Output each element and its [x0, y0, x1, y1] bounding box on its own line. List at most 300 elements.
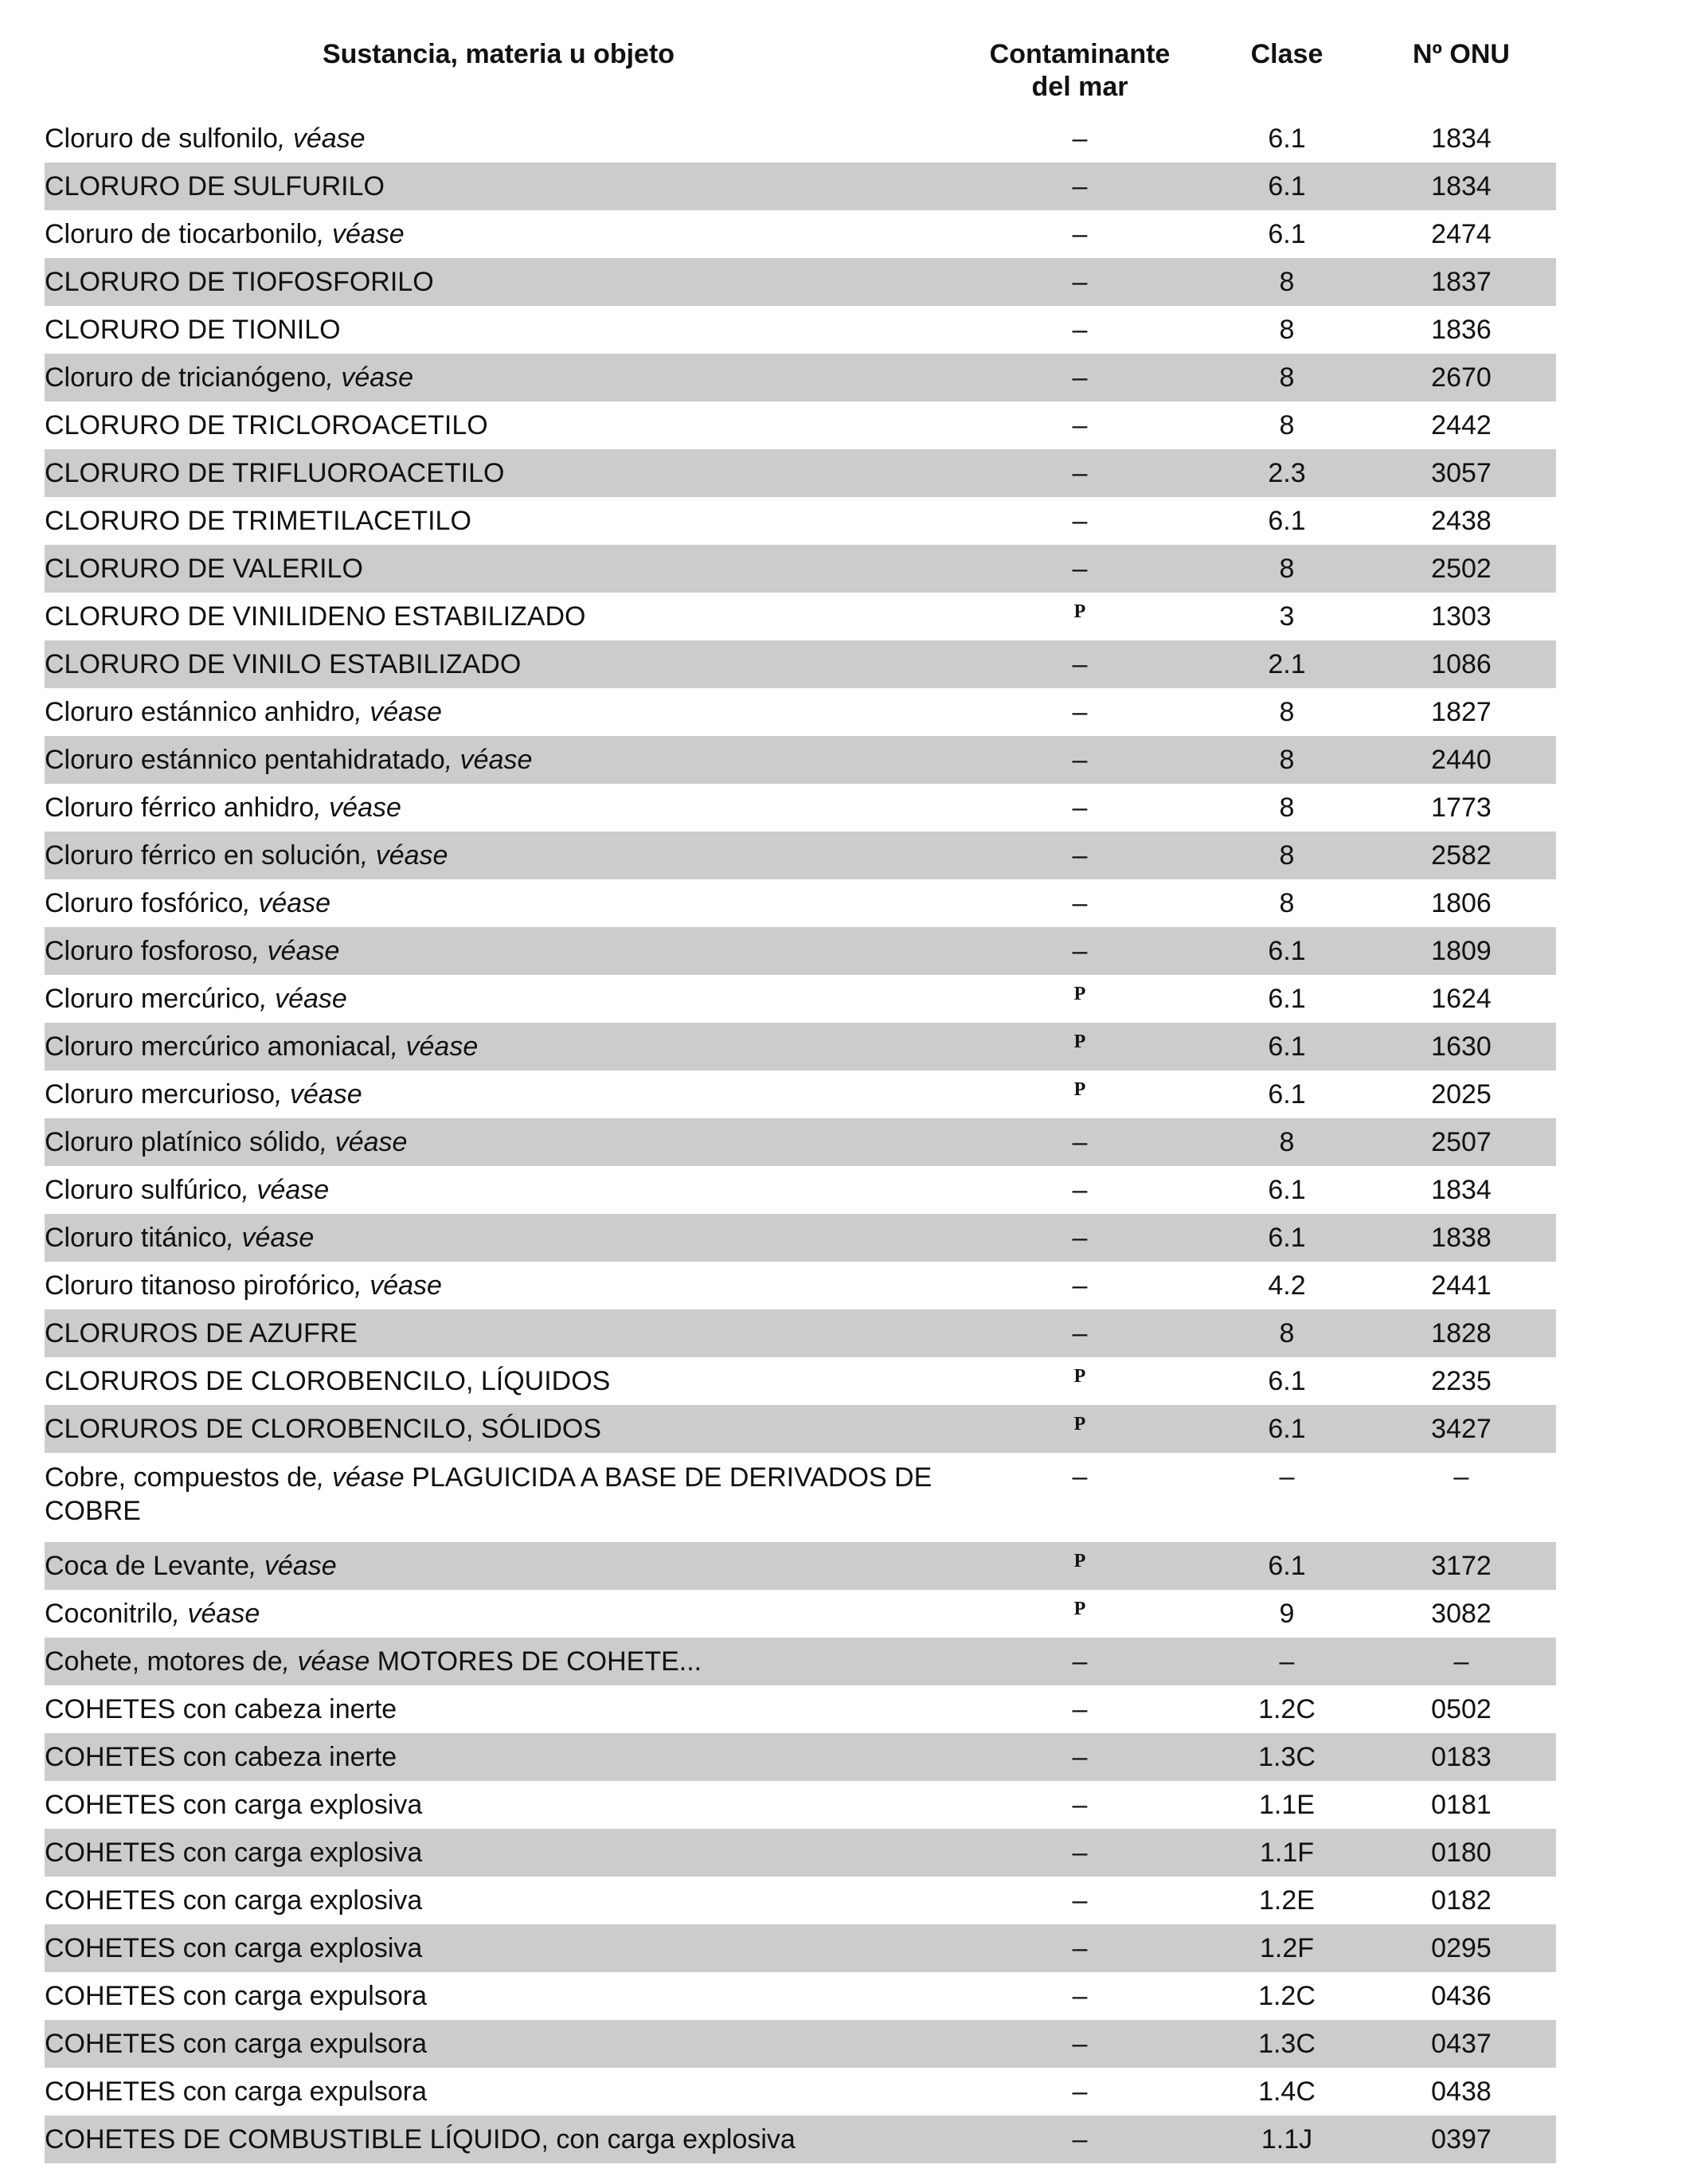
cell-un-number: 0181 — [1431, 1789, 1492, 1820]
cell-class: 6.1 — [1268, 218, 1306, 249]
cell-class: 1.2C — [1258, 1693, 1316, 1724]
cell-class: 6.1 — [1268, 123, 1306, 154]
cell-class: 4.2 — [1268, 1270, 1306, 1301]
cell-substance — [45, 1023, 952, 1070]
substance-name: Cloruro mercúrico — [45, 983, 260, 1014]
cell-marine-pollutant — [952, 1733, 1207, 1781]
cell-marine-pollutant — [952, 210, 1207, 258]
table-row — [45, 1453, 1556, 1542]
cell-un-number: 1773 — [1431, 792, 1492, 823]
cell-un-number: 1834 — [1431, 123, 1492, 154]
see-reference: , véase — [275, 1078, 362, 1110]
cell-un-number: 2502 — [1367, 545, 1556, 593]
cell-class: 8 — [1207, 832, 1367, 879]
cell-marine-pollutant — [952, 2020, 1207, 2068]
see-reference: , véase — [172, 1598, 260, 1629]
cell-marine-pollutant — [952, 832, 1207, 879]
cell-marine-pollutant — [952, 1829, 1207, 1877]
table-row — [45, 545, 1556, 593]
marine-pollutant-mark: P — [1073, 1413, 1086, 1434]
cell-un-number: 2441 — [1431, 1270, 1492, 1301]
marine-pollutant-dash: – — [1072, 648, 1088, 679]
marine-pollutant-dash: – — [1072, 505, 1088, 536]
cell-un-number: 1838 — [1367, 1214, 1556, 1262]
table-row — [45, 354, 1556, 401]
marine-pollutant-dash: – — [1072, 1222, 1088, 1253]
substance-name: CLORUROS DE CLOROBENCILO, SÓLIDOS — [45, 1413, 602, 1444]
cell-class: 6.1 — [1207, 927, 1367, 975]
marine-pollutant-dash: – — [1072, 218, 1088, 249]
marine-pollutant-dash: – — [1072, 1270, 1088, 1301]
marine-pollutant-dash: – — [1072, 553, 1088, 584]
table-row — [45, 1118, 1556, 1166]
cell-substance — [45, 1590, 952, 1638]
cell-substance — [45, 736, 952, 784]
cell-marine-pollutant — [952, 1023, 1207, 1070]
marine-pollutant-dash: – — [1072, 696, 1088, 727]
substance-name: COHETES con carga expulsora — [45, 1980, 427, 2011]
marine-pollutant-dash: – — [1072, 266, 1088, 297]
see-reference: , véase — [241, 1174, 330, 1205]
table-row — [45, 1023, 1556, 1070]
substance-name: Cloruro fosfórico — [45, 887, 244, 918]
cell-marine-pollutant — [952, 1685, 1207, 1733]
marine-pollutant-dash: – — [1072, 2028, 1088, 2059]
substance-name: Cobre, compuestos de — [45, 1462, 318, 1493]
cell-class: 8 — [1207, 736, 1367, 784]
cell-marine-pollutant — [952, 2068, 1207, 2116]
cell-substance — [45, 1685, 952, 1733]
cell-substance — [45, 1781, 952, 1829]
see-target: PLAGUICIDA A BASE DE DERIVADOS DE COBRE — [45, 1462, 933, 1526]
cell-marine-pollutant — [952, 306, 1207, 354]
table-row — [45, 927, 1556, 975]
table-body — [45, 115, 1556, 2163]
cell-class: 6.1 — [1268, 1365, 1306, 1396]
table-row — [45, 1590, 1556, 1638]
cell-class: 1.1J — [1207, 2116, 1367, 2163]
table-row — [45, 1405, 1556, 1453]
table-row — [45, 306, 1556, 354]
cell-marine-pollutant — [952, 1924, 1207, 1972]
marine-pollutant-dash: – — [1072, 1317, 1088, 1348]
marine-pollutant-mark: P — [1073, 1078, 1086, 1100]
cell-substance — [45, 545, 952, 593]
marine-pollutant-mark: P — [1073, 1031, 1086, 1052]
cell-marine-pollutant — [952, 354, 1207, 401]
table-row — [45, 1638, 1556, 1685]
table-row — [45, 1309, 1556, 1357]
substance-name: Coconitrilo — [45, 1598, 173, 1629]
substance-name: Cloruro titanoso pirofórico — [45, 1270, 355, 1301]
cell-un-number: 3082 — [1431, 1598, 1492, 1629]
cell-marine-pollutant — [952, 1262, 1207, 1309]
cell-class: 6.1 — [1207, 1405, 1367, 1453]
cell-un-number: 0436 — [1431, 1980, 1492, 2011]
cell-class: 6.1 — [1207, 162, 1367, 210]
see-reference: , véase — [252, 935, 340, 966]
cell-marine-pollutant — [952, 1877, 1207, 1924]
marine-pollutant-dash: – — [1072, 1693, 1088, 1724]
cell-substance — [45, 1453, 952, 1542]
cell-substance — [45, 1262, 952, 1309]
cell-un-number: – — [1367, 1638, 1556, 1685]
cell-un-number: 2507 — [1367, 1118, 1556, 1166]
substance-name: Cloruro fosforoso — [45, 935, 252, 966]
see-reference: , véase — [226, 1222, 315, 1253]
see-reference: , véase — [243, 887, 331, 918]
substance-name: COHETES con cabeza inerte — [45, 1693, 397, 1724]
table-row — [45, 1262, 1556, 1309]
cell-marine-pollutant — [952, 1166, 1207, 1214]
cell-marine-pollutant — [952, 1590, 1207, 1638]
cell-un-number: 1834 — [1367, 162, 1556, 210]
cell-marine-pollutant — [952, 688, 1207, 736]
cell-marine-pollutant — [952, 1214, 1207, 1262]
substance-name: Cloruro de tiocarbonilo — [45, 218, 318, 249]
cell-marine-pollutant — [952, 2116, 1207, 2163]
cell-marine-pollutant — [952, 736, 1207, 784]
marine-pollutant-dash: – — [1072, 1932, 1088, 1963]
cell-substance — [45, 1972, 952, 2020]
table-row — [45, 1685, 1556, 1733]
substance-name: COHETES con carga expulsora — [45, 2076, 427, 2107]
cell-class: 8 — [1207, 1118, 1367, 1166]
cell-marine-pollutant — [952, 449, 1207, 497]
substance-name: CLORURO DE VINILO ESTABILIZADO — [45, 648, 522, 679]
table-row — [45, 1781, 1556, 1829]
table-row — [45, 1829, 1556, 1877]
cell-substance — [45, 879, 952, 927]
table-row — [45, 258, 1556, 306]
cell-marine-pollutant — [952, 593, 1207, 640]
marine-pollutant-dash: – — [1072, 935, 1088, 966]
marine-pollutant-dash: – — [1072, 2076, 1088, 2107]
cell-substance — [45, 401, 952, 449]
table-row — [45, 1542, 1556, 1590]
marine-pollutant-dash: – — [1072, 170, 1088, 202]
cell-un-number: 3057 — [1367, 449, 1556, 497]
table-row — [45, 640, 1556, 688]
cell-un-number: 1809 — [1367, 927, 1556, 975]
marine-pollutant-dash: – — [1072, 314, 1088, 345]
cell-un-number: 0397 — [1367, 2116, 1556, 2163]
cell-un-number: 1836 — [1431, 314, 1492, 345]
header-marine-pollutant: Contaminante del mar — [989, 39, 1171, 102]
marine-pollutant-dash: – — [1072, 1126, 1088, 1157]
table-row — [45, 1924, 1556, 1972]
see-reference: , véase — [317, 218, 405, 249]
table-row — [45, 1214, 1556, 1262]
cell-class: 1.2E — [1259, 1885, 1315, 1916]
cell-class: 2.3 — [1207, 449, 1367, 497]
table-row — [45, 497, 1556, 545]
table-row — [45, 1357, 1556, 1405]
cell-substance — [45, 1877, 952, 1924]
cell-class: 8 — [1279, 792, 1295, 823]
marine-pollutant-dash: – — [1072, 1462, 1088, 1492]
see-reference: , véase — [260, 983, 347, 1014]
cell-marine-pollutant — [952, 640, 1207, 688]
cell-marine-pollutant — [952, 1972, 1207, 2020]
cell-marine-pollutant — [952, 975, 1207, 1023]
substance-name: CLORURO DE TRIMETILACETILO — [45, 505, 471, 536]
cell-un-number: 0180 — [1367, 1829, 1556, 1877]
table-row — [45, 115, 1556, 162]
cell-un-number: 0438 — [1431, 2076, 1492, 2107]
substance-name: Cohete, motores de — [45, 1646, 283, 1677]
cell-class: 6.1 — [1207, 1023, 1367, 1070]
cell-marine-pollutant — [952, 1638, 1207, 1685]
substance-name: Cloruro férrico en solución — [45, 840, 361, 871]
cell-marine-pollutant — [952, 1309, 1207, 1357]
header-class: Clase — [1250, 39, 1324, 69]
cell-class: 6.1 — [1268, 983, 1306, 1014]
marine-pollutant-dash: – — [1072, 1789, 1088, 1820]
cell-un-number: 0502 — [1431, 1693, 1492, 1724]
cell-substance — [45, 927, 952, 975]
see-reference: , véase — [354, 696, 442, 727]
marine-pollutant-mark: P — [1073, 1365, 1086, 1387]
cell-un-number: 1827 — [1431, 696, 1492, 727]
cell-marine-pollutant — [952, 1453, 1207, 1542]
cell-class: 6.1 — [1268, 505, 1306, 536]
header-row — [45, 29, 1556, 115]
cell-substance — [45, 1829, 952, 1877]
cell-marine-pollutant — [952, 784, 1207, 832]
marine-pollutant-dash: – — [1072, 1646, 1088, 1677]
marine-pollutant-dash: – — [1072, 840, 1088, 871]
cell-un-number: 2582 — [1367, 832, 1556, 879]
cell-un-number: 2438 — [1431, 505, 1492, 536]
marine-pollutant-dash: – — [1072, 457, 1088, 488]
cell-class: 8 — [1207, 1309, 1367, 1357]
substance-name: CLORURO DE TRIFLUOROACETILO — [45, 457, 505, 488]
substance-name: Cloruro sulfúrico — [45, 1174, 242, 1205]
cell-substance — [45, 1733, 952, 1781]
cell-un-number: 1630 — [1367, 1023, 1556, 1070]
cell-class: 8 — [1279, 314, 1295, 345]
marine-pollutant-mark: P — [1073, 983, 1086, 1004]
cell-class: 6.1 — [1268, 1174, 1306, 1205]
cell-marine-pollutant — [952, 1118, 1207, 1166]
cell-marine-pollutant — [952, 1542, 1207, 1590]
marine-pollutant-dash: – — [1072, 123, 1088, 154]
marine-pollutant-mark: P — [1073, 1598, 1086, 1619]
table-row — [45, 688, 1556, 736]
table-row — [45, 736, 1556, 784]
substance-name: CLORURO DE SULFURILO — [45, 170, 385, 202]
cell-substance — [45, 784, 952, 832]
cell-un-number: 3172 — [1367, 1542, 1556, 1590]
marine-pollutant-mark: P — [1073, 601, 1086, 622]
cell-substance — [45, 1357, 952, 1405]
cell-substance — [45, 162, 952, 210]
table-row — [45, 449, 1556, 497]
table-row — [45, 784, 1556, 832]
cell-un-number: 2025 — [1431, 1078, 1492, 1110]
cell-class: 8 — [1279, 409, 1295, 440]
cell-un-number: 0437 — [1367, 2020, 1556, 2068]
cell-substance — [45, 1542, 952, 1590]
table-row — [45, 879, 1556, 927]
table-row — [45, 975, 1556, 1023]
table-row — [45, 401, 1556, 449]
cell-class: 8 — [1207, 354, 1367, 401]
cell-un-number: 1828 — [1367, 1309, 1556, 1357]
marine-pollutant-dash: – — [1072, 792, 1088, 823]
cell-substance — [45, 2116, 952, 2163]
cell-class: 6.1 — [1207, 1542, 1367, 1590]
cell-class: 2.1 — [1207, 640, 1367, 688]
substance-name: Cloruro platínico sólido — [45, 1126, 320, 1157]
cell-class: 1.1F — [1207, 1829, 1367, 1877]
marine-pollutant-dash: – — [1072, 744, 1088, 775]
cell-marine-pollutant — [952, 401, 1207, 449]
header-un-number: Nº ONU — [1413, 39, 1510, 69]
cell-substance — [45, 975, 952, 1023]
cell-un-number: 2474 — [1431, 218, 1492, 249]
substance-name: CLORURO DE TIONILO — [45, 314, 341, 345]
substance-name: Cloruro de sulfonilo — [45, 123, 278, 154]
cell-un-number: 0183 — [1367, 1733, 1556, 1781]
cell-un-number: 1834 — [1431, 1174, 1492, 1205]
cell-class: 8 — [1207, 258, 1367, 306]
table-row — [45, 1733, 1556, 1781]
cell-marine-pollutant — [952, 497, 1207, 545]
marine-pollutant-mark: P — [1073, 1550, 1086, 1571]
cell-un-number: 0295 — [1367, 1924, 1556, 1972]
cell-marine-pollutant — [952, 1070, 1207, 1118]
cell-substance — [45, 2020, 952, 2068]
cell-marine-pollutant — [952, 1357, 1207, 1405]
cell-substance — [45, 1166, 952, 1214]
table-header — [45, 29, 1556, 115]
substance-name: Cloruro férrico anhidro — [45, 792, 315, 823]
cell-class: 6.1 — [1207, 1214, 1367, 1262]
marine-pollutant-dash: – — [1072, 1885, 1088, 1916]
substance-name: COHETES con carga explosiva — [45, 1789, 423, 1820]
table-row — [45, 2116, 1556, 2163]
cell-class: 1.2C — [1258, 1980, 1316, 2011]
marine-pollutant-dash: – — [1072, 1174, 1088, 1205]
cell-marine-pollutant — [952, 1781, 1207, 1829]
cell-substance — [45, 497, 952, 545]
cell-marine-pollutant — [952, 115, 1207, 162]
cell-class: 8 — [1279, 887, 1295, 918]
cell-class: – — [1279, 1462, 1295, 1492]
cell-substance — [45, 593, 952, 640]
substance-name: COHETES con carga explosiva — [45, 1932, 423, 1963]
cell-un-number: 1806 — [1431, 887, 1492, 918]
cell-marine-pollutant — [952, 927, 1207, 975]
cell-un-number: 1303 — [1431, 601, 1492, 632]
cell-class: 3 — [1279, 601, 1295, 632]
cell-marine-pollutant — [952, 162, 1207, 210]
table-row — [45, 593, 1556, 640]
see-reference: , véase — [326, 362, 414, 393]
cell-substance — [45, 1309, 952, 1357]
cell-un-number: 1086 — [1367, 640, 1556, 688]
table-row — [45, 2068, 1556, 2116]
see-reference: , véase — [249, 1550, 337, 1581]
cell-substance — [45, 258, 952, 306]
cell-un-number: – — [1453, 1462, 1469, 1492]
cell-class: 6.1 — [1268, 1078, 1306, 1110]
substance-name: Cloruro mercurioso — [45, 1078, 276, 1110]
substance-name: CLORURO DE VALERILO — [45, 553, 363, 584]
cell-un-number: 2235 — [1431, 1365, 1492, 1396]
substance-name: Cloruro titánico — [45, 1222, 227, 1253]
table-row — [45, 1166, 1556, 1214]
substance-name: Cloruro de tricianógeno — [45, 362, 326, 393]
table-row — [45, 2020, 1556, 2068]
table-row — [45, 1877, 1556, 1924]
cell-un-number: 1624 — [1431, 983, 1492, 1014]
marine-pollutant-dash: – — [1072, 1980, 1088, 2011]
cell-substance — [45, 1214, 952, 1262]
see-reference: , véase — [317, 1462, 405, 1493]
cell-class: – — [1207, 1638, 1367, 1685]
substance-name: Cloruro estánnico anhidro — [45, 696, 355, 727]
substance-name: Coca de Levante — [45, 1550, 250, 1581]
cell-class: 8 — [1207, 545, 1367, 593]
substance-name: COHETES DE COMBUSTIBLE LÍQUIDO, con carga explosiva — [45, 2123, 796, 2155]
cell-class: 1.3C — [1207, 2020, 1367, 2068]
marine-pollutant-dash: – — [1072, 362, 1088, 393]
cell-substance — [45, 210, 952, 258]
cell-substance — [45, 354, 952, 401]
cell-substance — [45, 1070, 952, 1118]
cell-substance — [45, 115, 952, 162]
cell-un-number: 3427 — [1367, 1405, 1556, 1453]
table-row — [45, 1972, 1556, 2020]
cell-marine-pollutant — [952, 258, 1207, 306]
cell-un-number: 1837 — [1367, 258, 1556, 306]
cell-un-number: 2670 — [1367, 354, 1556, 401]
substance-name: COHETES con carga explosiva — [45, 1885, 423, 1916]
substance-name: Cloruro estánnico pentahidratado — [45, 744, 445, 775]
see-reference: , véase — [354, 1270, 442, 1301]
marine-pollutant-dash: – — [1072, 1837, 1088, 1868]
cell-substance — [45, 1924, 952, 1972]
see-reference: , véase — [277, 123, 366, 154]
cell-un-number: 0182 — [1431, 1885, 1492, 1916]
substance-name: CLORUROS DE AZUFRE — [45, 1317, 358, 1348]
substance-name: CLORURO DE VINILIDENO ESTABILIZADO — [45, 601, 586, 632]
cell-un-number: 2442 — [1431, 409, 1492, 440]
see-reference: , véase — [319, 1126, 408, 1157]
cell-substance — [45, 1118, 952, 1166]
table-row — [45, 210, 1556, 258]
header-substance: Sustancia, materia u objeto — [322, 39, 675, 69]
cell-marine-pollutant — [952, 879, 1207, 927]
see-reference: , véase — [360, 840, 448, 871]
cell-marine-pollutant — [952, 545, 1207, 593]
cell-class: 1.4C — [1258, 2076, 1316, 2107]
substance-name: COHETES con carga expulsora — [45, 2028, 427, 2059]
cell-substance — [45, 2068, 952, 2116]
see-reference: , véase — [390, 1031, 479, 1062]
cell-substance — [45, 640, 952, 688]
cell-substance — [45, 688, 952, 736]
substance-name: COHETES con carga explosiva — [45, 1837, 423, 1868]
substance-name: CLORUROS DE CLOROBENCILO, LÍQUIDOS — [45, 1365, 611, 1396]
cell-substance — [45, 1405, 952, 1453]
table-row — [45, 1070, 1556, 1118]
substance-name: COHETES con cabeza inerte — [45, 1741, 397, 1772]
cell-class: 8 — [1279, 696, 1295, 727]
